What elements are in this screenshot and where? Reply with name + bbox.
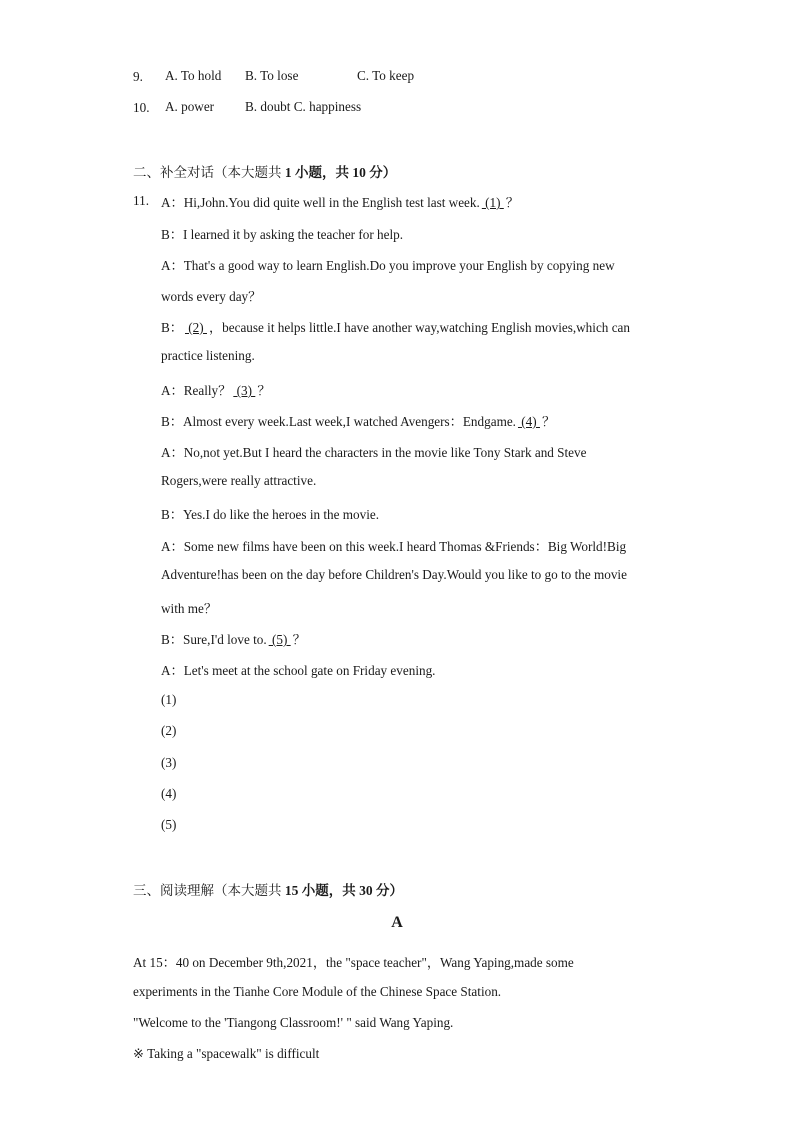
dialogue-text: B：Sure,I'd love to. bbox=[161, 632, 267, 647]
dialogue-line bbox=[161, 629, 306, 648]
dialogue-line: words every day？ bbox=[161, 289, 262, 304]
dialogue-line: Adventure!has been on the day before Children's Day.Would you like to go to the movie bbox=[161, 567, 627, 582]
dialogue-line: A：That's a good way to learn English.Do you improve your English by copying new bbox=[161, 258, 615, 273]
blank-5: (5) bbox=[268, 632, 291, 647]
dialogue-line: A：Let's meet at the school gate on Friday evening. bbox=[161, 663, 436, 678]
question-number: 11. bbox=[133, 193, 149, 208]
passage-line: ※ Taking a "spacewalk" is difficult bbox=[133, 1046, 320, 1061]
section-points: 15 小题，共 30 分） bbox=[284, 883, 403, 898]
dialogue-line: practice listening. bbox=[161, 348, 255, 363]
dialogue-line: A：No,not yet.But I heard the characters in the movie like Tony Stark and Steve bbox=[161, 445, 587, 460]
dialogue-line: with me？ bbox=[161, 601, 218, 616]
dialogue-text: ？ bbox=[292, 632, 306, 647]
dialogue-line bbox=[161, 192, 519, 211]
section-points: 1 小题，共 10 分） bbox=[284, 165, 397, 180]
question-number: 10. bbox=[133, 100, 150, 115]
dialogue-text: B：Almost every week.Last week,I watched Avengers：Endgame. bbox=[161, 414, 516, 429]
passage-line: "Welcome to the 'Tiangong Classroom!' " said Wang Yaping. bbox=[133, 1015, 454, 1030]
dialogue-text: ？ bbox=[257, 383, 271, 398]
dialogue-text: A：Really？ bbox=[161, 383, 232, 398]
passage-line: experiments in the Tianhe Core Module of the Chinese Space Station. bbox=[133, 984, 502, 999]
dialogue-line: A：Some new films have been on this week.I heard Thomas &Friends：Big World!Big bbox=[161, 539, 627, 554]
question-number: 9. bbox=[133, 69, 143, 84]
dialogue-line bbox=[161, 380, 271, 399]
section-title: 三、阅读理解（本大题共 bbox=[133, 883, 285, 898]
dialogue-line: B：I learned it by asking the teacher for help. bbox=[161, 227, 404, 242]
dialogue-line: Rogers,were really attractive. bbox=[161, 473, 317, 488]
blank-3: (3) bbox=[233, 383, 256, 398]
dialogue-text: B： bbox=[161, 320, 183, 335]
answer-slot-3: (3) bbox=[161, 755, 177, 770]
dialogue-text: ？ bbox=[505, 195, 519, 210]
answer-slot-5: (5) bbox=[161, 817, 177, 832]
passage-title: A bbox=[391, 914, 403, 931]
answer-slot-4: (4) bbox=[161, 786, 177, 801]
option-c: C. To keep bbox=[357, 68, 415, 83]
section-title: 二、补全对话（本大题共 bbox=[133, 165, 285, 180]
answer-slot-1: (1) bbox=[161, 692, 177, 707]
option-a: A. power bbox=[165, 99, 215, 114]
dialogue-text: ，because it helps little.I have another way,watching English movies,which can bbox=[208, 320, 630, 335]
section-2-heading bbox=[133, 161, 396, 181]
blank-2: (2) bbox=[184, 320, 207, 335]
blank-4: (4) bbox=[517, 414, 540, 429]
option-b: B. To lose bbox=[245, 68, 299, 83]
dialogue-text: ？ bbox=[541, 414, 556, 429]
dialogue-line bbox=[161, 411, 555, 430]
dialogue-line: B：Yes.I do like the heroes in the movie. bbox=[161, 507, 380, 522]
section-3-heading bbox=[133, 879, 403, 899]
blank-1: (1) bbox=[481, 195, 504, 210]
answer-slot-2: (2) bbox=[161, 723, 177, 738]
dialogue-text: A：Hi,John.You did quite well in the English test last week. bbox=[161, 195, 480, 210]
option-a: A. To hold bbox=[165, 68, 222, 83]
passage-line: At 15：40 on December 9th,2021，the "space teacher"，Wang Yaping,made some bbox=[133, 955, 574, 970]
option-b-c: B. doubt C. happiness bbox=[245, 99, 362, 114]
dialogue-line bbox=[161, 317, 630, 336]
